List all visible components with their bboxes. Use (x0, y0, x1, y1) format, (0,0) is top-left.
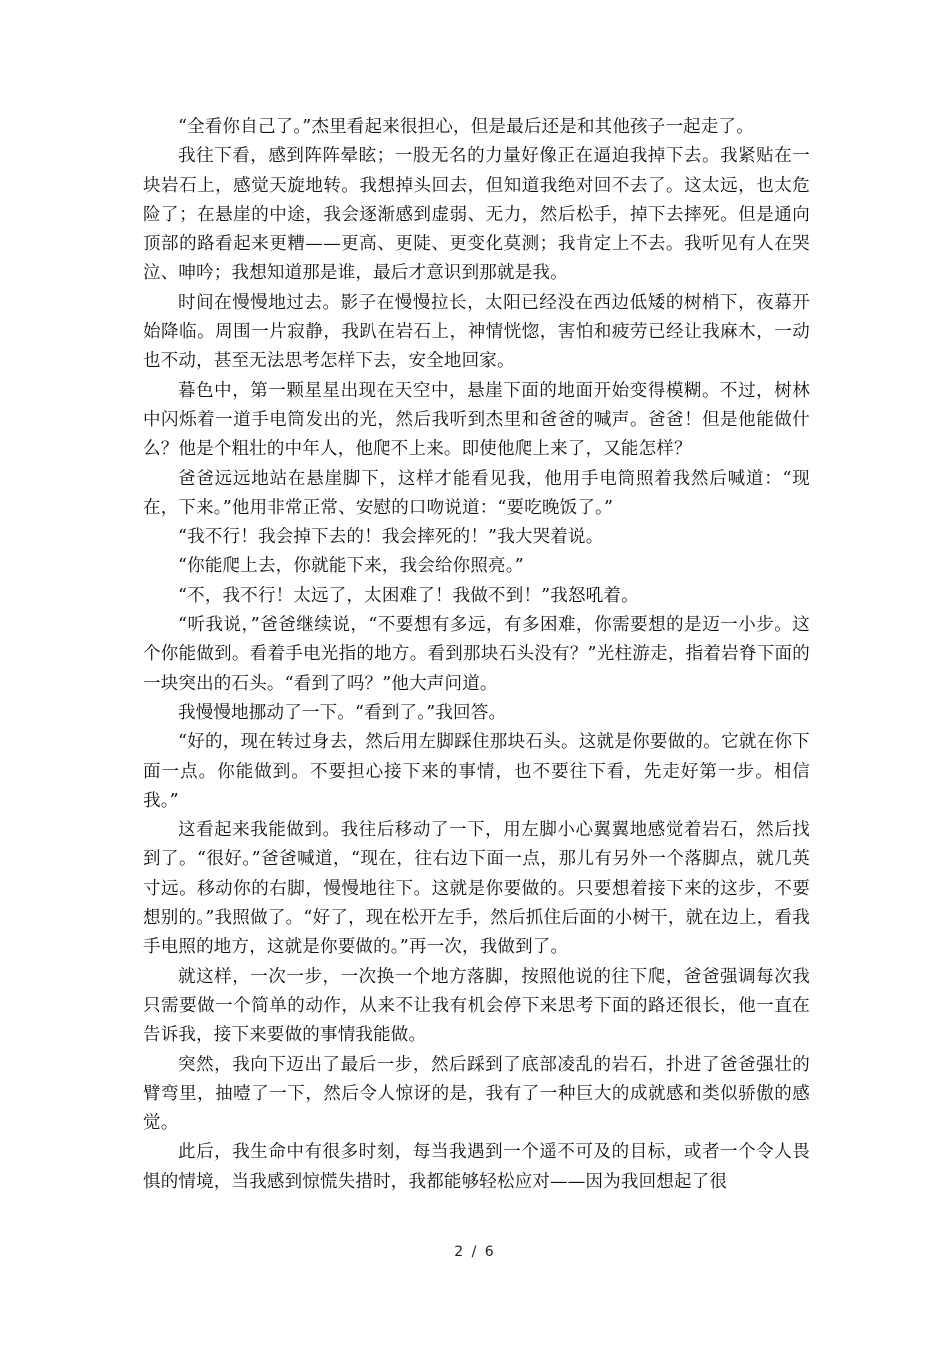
paragraph: 我慢慢地挪动了一下。“看到了。”我回答。 (178, 702, 507, 723)
paragraph: “全看你自己了。”杰里看起来很担心，但是最后还是和其他孩子一起走了。 (178, 117, 754, 137)
paragraph: “我不行！我会掉下去的！我会摔死的！”我大哭着说。 (178, 527, 604, 548)
body-text (143, 113, 810, 1197)
paragraph: “你能爬上去，你就能下来，我会给你照亮。” (178, 556, 524, 577)
paragraph: “不，我不行！太远了，太困难了！我做不到！”我怒吼着。 (178, 585, 639, 606)
paragraph: 突然，我向下迈出了最后一步，然后踩到了底部凌乱的岩石，扑进了爸爸强壮的臂弯里，抽噎了一下，然后令人惊讶的是，我有了一种巨大的成就感和类似骄傲的感觉。 (143, 1054, 810, 1134)
paragraph: 我往下看，感到阵阵晕眩；一股无名的力量好像正在逼迫我掉下去。我紧贴在一块岩石上，感觉天旋地转。我想掉头回去，但知道我绝对回不去了。这太远，也太危险了；在悬崖的中途，我会逐渐感到虚弱、无力，然后松手，掉下去摔死。但是通向顶部的路看起来更糟——更高、更陡、更变化莫测；我肯定上不去。我听见有人在哭泣、呻吟；我想知道那是谁，最后才意识到那就是我。 (143, 146, 810, 284)
paragraph: 此后，我生命中有很多时刻，每当我遇到一个遥不可及的目标，或者一个令人畏惧的情境，当我感到惊慌失措时，我都能够轻松应对——因为我回想起了很 (143, 1142, 810, 1192)
paragraph: “好的，现在转过身去，然后用左脚踩住那块石头。这就是你要做的。它就在你下面一点。你能做到。不要担心接下来的事情，也不要往下看，先走好第一步。相信我。” (143, 732, 810, 811)
page-number: 2 / 6 (454, 1244, 496, 1260)
paragraph: 爸爸远远地站在悬崖脚下，这样才能看见我，他用手电筒照着我然后喊道：“现在，下来。”他用非常正常、安慰的口吻说道：“要吃晚饭了。” (143, 468, 810, 518)
paragraph: 这看起来我能做到。我往后移动了一下，用左脚小心翼翼地感觉着岩石，然后找到了。“很好。”爸爸喊道，“现在，往右边下面一点，那儿有另外一个落脚点，就几英寸远。移动你的右脚，慢慢地往下。这就是你要做的。只要想着接下来的这步，不要想别的。”我照做了。“好了，现在松开左手，然后抓住后面的小树干，就在边上，看我手电照的地方，这就是你要做的。”再一次，我做到了。 (143, 820, 810, 958)
paragraph: 暮色中，第一颗星星出现在天空中，悬崖下面的地面开始变得模糊。不过，树林中闪烁着一道手电筒发出的光，然后我听到杰里和爸爸的喊声。爸爸！但是他能做什么？他是个粗壮的中年人，他爬不上来。即使他爬上来了，又能怎样？ (143, 380, 810, 460)
paragraph: “听我说，”爸爸继续说，“不要想有多远，有多困难，你需要想的是迈一小步。这个你能做到。看着手电光指的地方。看到那块石头没有？”光柱游走，指着岩脊下面的一块突出的石头。“看到了吗？”他大声问道。 (143, 615, 810, 694)
paragraph: 就这样，一次一步，一次换一个地方落脚，按照他说的往下爬，爸爸强调每次我只需要做一个简单的动作，从来不让我有机会停下来思考下面的路还很长，他一直在告诉我，接下来要做的事情我能做。 (143, 966, 810, 1046)
paragraph: 时间在慢慢地过去。影子在慢慢拉长，太阳已经没在西边低矮的树梢下，夜幕开始降临。周围一片寂静，我趴在岩石上，神情恍惚，害怕和疲劳已经让我麻木，一动也不动，甚至无法思考怎样下去，安全地回家。 (143, 292, 810, 372)
